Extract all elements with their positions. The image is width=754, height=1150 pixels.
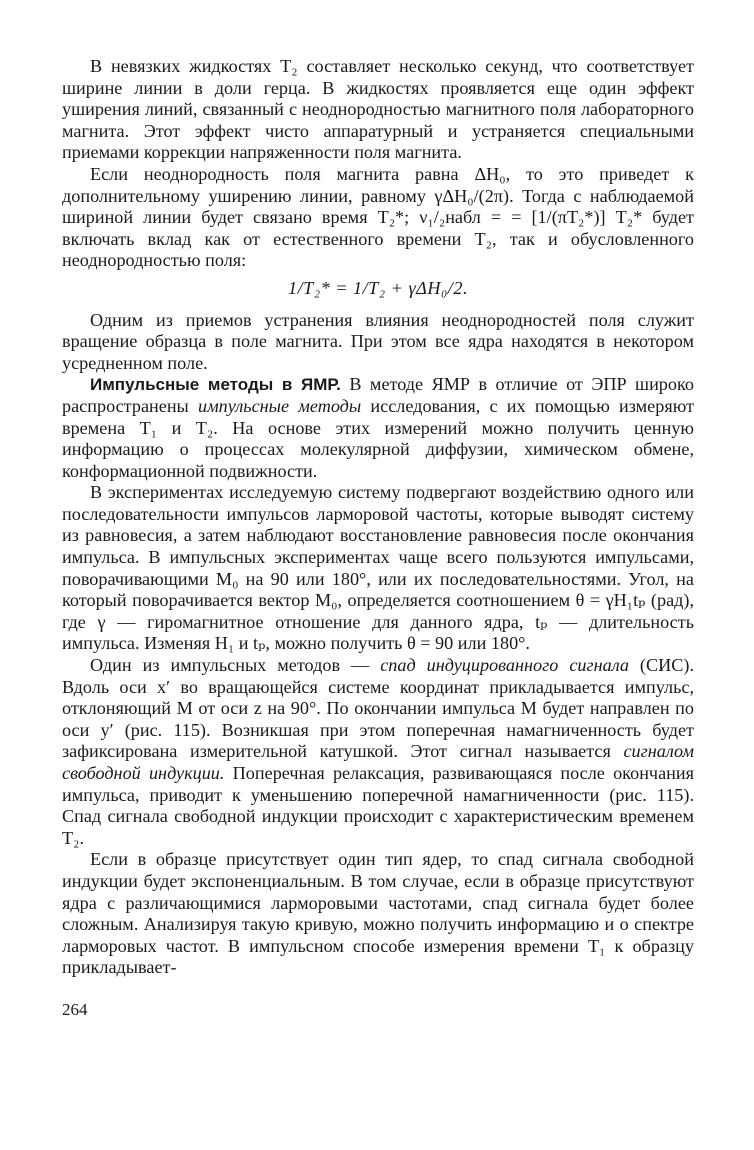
paragraph-7: Если в образце присутствует один тип ядер, то спад сигнала свободной индукции будет экспоненциальным. В том случае, если в образце присутствуют ядра с различающимися ларморовыми частотами, спад сигнала будет более сложным. Анализируя такую кривую, можно получить информацию и о спектре ларморовых частот. В импульсном способе измерения времени T₁ к образцу прикладывает- [62,849,694,978]
paragraph-4 [62,374,694,482]
term-pulse-methods: импульсные методы [197,395,362,416]
page-number: 264 [62,1000,88,1019]
paragraph-5: В экспериментах исследуемую систему подвергают воздействию одного или последовательности импульсов ларморовой частоты, которые выводят систему из равновесия, а затем наблюдают восстановление равновесия после окончания импульса. В импульсных экспериментах чаще всего пользуются импульсами, поворачивающими M₀ на 90 или 180°, или их последовательностями. Угол, на который поворачивается вектор M₀, определяется соотношением θ = γH₁tₚ (рад), где γ — гиромагнитное отношение для данного ядра, tₚ — длительность импульса. Изменяя H₁ и tₚ, можно получить θ = 90 или 180°. [62,482,694,654]
paragraph-4-text-a: В методе ЯМР в отличие от ЭПР широко распространены [62,374,694,416]
paragraph-2: Если неоднородность поля магнита равна ΔH₀, то это приведет к дополнительному уширению линии, равному γΔH₀/(2π). Тогда с наблюдаемой шириной линии будет связано время T₂*; ν₁/₂набл = = [1/(πT₂*)] T₂* будет включать вклад как от естественного времени T₂, так и обусловленного неоднородностью поля: [62,163,694,271]
term-free-induction-signal: сигналом свободной индукции. [62,741,694,783]
paragraph-3: Одним из приемов устранения влияния неоднородностей поля служит вращение образца в поле магнита. При этом все ядра находятся в некотором усредненном поле. [62,309,694,373]
formula-t2-star: 1/T₂* = 1/T₂ + γΔH₀/2. [288,277,468,298]
section-heading-pulse-methods: Импульсные методы в ЯМР. [90,375,341,395]
paragraph-6-text-b: (СИС). Вдоль оси x′ во вращающейся системе координат прикладывается импульс, отклоняющий M от оси z на 90°. По окончании импульса M будет направлен по оси y′ (рис. 115). Возникшая при этом поперечная намагниченность будет зафиксирована измерительной катушкой. Этот сигнал называется [62,655,694,762]
paragraph-1: В невязких жидкостях T₂ составляет несколько секунд, что соответствует ширине линии в доли герца. В жидкостях проявляется еще один эффект уширения линий, связанный с неоднородностью магнитного поля лабораторного магнита. Этот эффект чисто аппаратурный и устраняется специальными приемами коррекции напряженности поля магнита. [62,56,694,163]
paragraph-6-text-a: Один из импульсных методов — [90,655,381,676]
page-body [62,56,694,979]
term-fid: спад индуцированного сигнала [380,655,629,676]
paragraph-6-text-c: Поперечная релаксация, развивающаяся после окончания импульса, приводит к уменьшению поперечной намагниченности (рис. 115). Спад сигнала свободной индукции происходит с характеристическим временем T₂. [62,763,694,848]
paragraph-4-text-b: исследования, с их помощью измеряют времена T₁ и T₂. На основе этих измерений можно получить ценную информацию о процессах молекулярной диффузии, химическом обмене, конформационной подвижности. [62,395,694,481]
paragraph-6 [62,655,694,849]
